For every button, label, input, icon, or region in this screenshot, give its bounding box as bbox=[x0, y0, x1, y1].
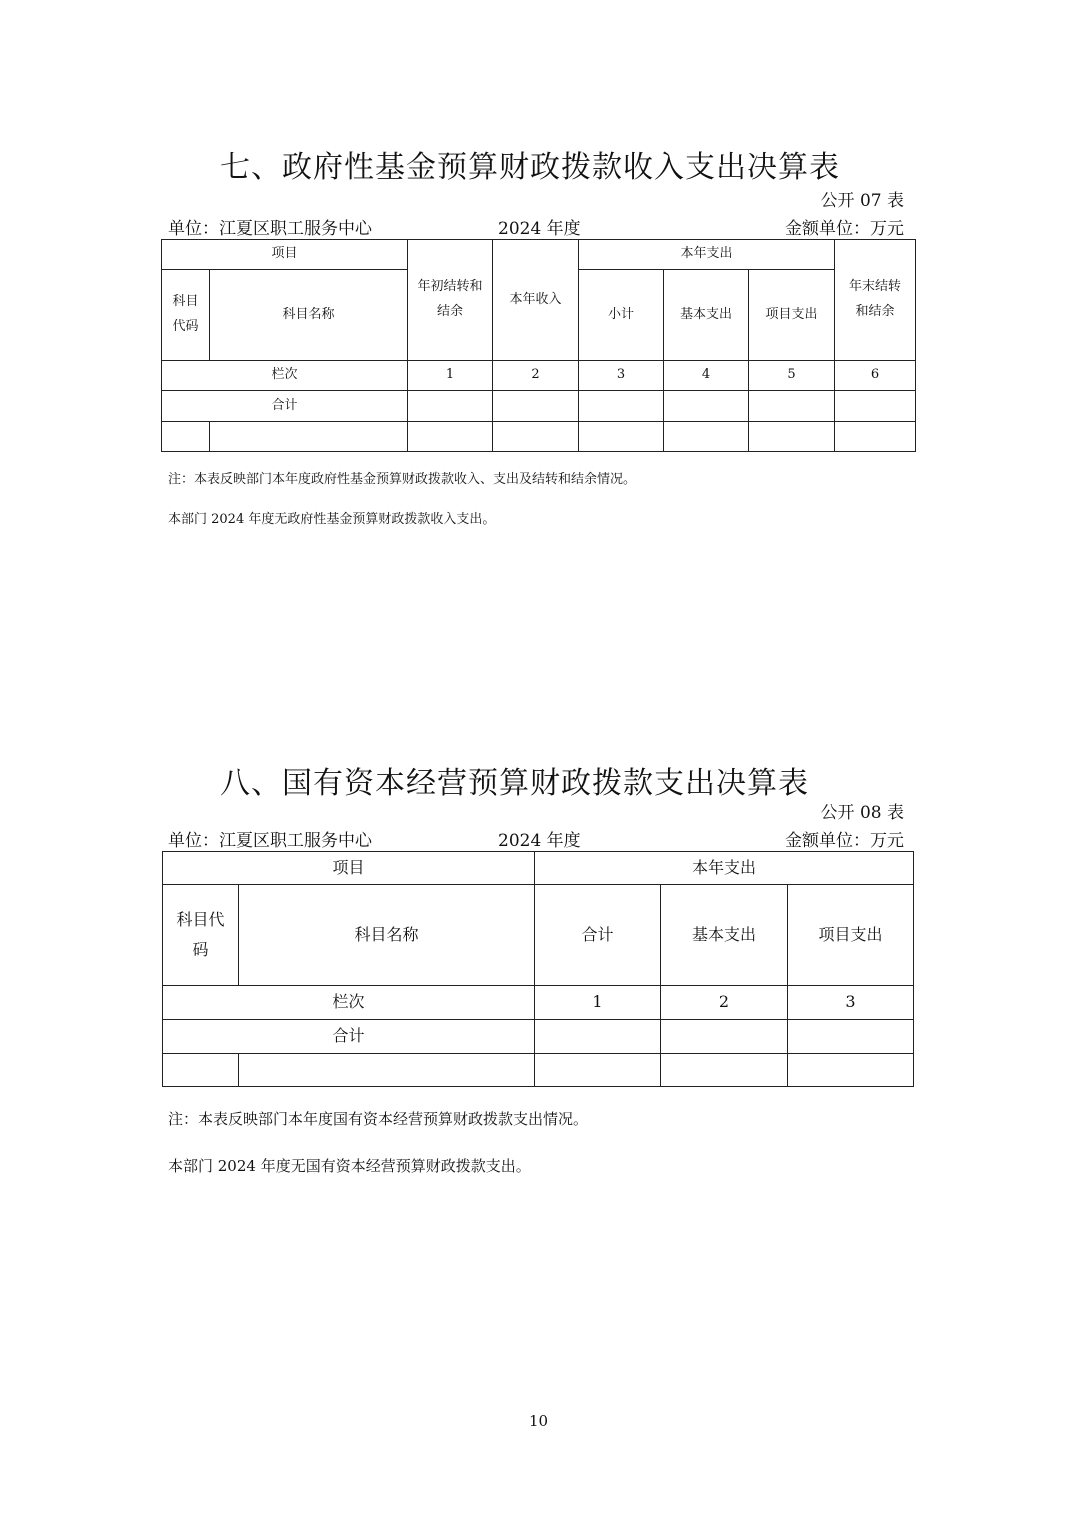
total-label: 合计 bbox=[162, 391, 408, 422]
column-number: 3 bbox=[579, 361, 664, 391]
section8-note: 注：本表反映部门本年度国有资本经营预算财政拨款支出情况。 bbox=[168, 1110, 589, 1128]
header-name: 科目名称 bbox=[239, 885, 535, 986]
row-index-label: 栏次 bbox=[163, 986, 535, 1020]
empty-cell bbox=[493, 422, 579, 452]
header-basic: 基本支出 bbox=[664, 270, 749, 361]
empty-cell bbox=[579, 422, 664, 452]
header-name: 科目名称 bbox=[210, 270, 408, 361]
header-closing-balance: 年末结转 和结余 bbox=[835, 240, 916, 361]
empty-cell bbox=[408, 422, 493, 452]
empty-cell bbox=[239, 1054, 535, 1087]
header-item: 项目 bbox=[162, 240, 408, 270]
header-project: 项目支出 bbox=[788, 885, 914, 986]
section7-unit: 单位：江夏区职工服务中心 bbox=[168, 219, 372, 239]
empty-cell bbox=[162, 422, 210, 452]
header-basic: 基本支出 bbox=[661, 885, 788, 986]
section7-year: 2024 年度 bbox=[498, 219, 581, 239]
empty-cell bbox=[661, 1054, 788, 1087]
row-index-label: 栏次 bbox=[162, 361, 408, 391]
empty-cell bbox=[835, 422, 916, 452]
column-number: 4 bbox=[664, 361, 749, 391]
empty-cell bbox=[579, 391, 664, 422]
column-number: 2 bbox=[493, 361, 579, 391]
section7-table-code: 公开 07 表 bbox=[820, 191, 904, 211]
section8-year: 2024 年度 bbox=[498, 831, 581, 851]
column-number: 5 bbox=[749, 361, 835, 391]
empty-cell bbox=[749, 391, 835, 422]
empty-cell bbox=[210, 422, 408, 452]
page-number: 10 bbox=[529, 1412, 549, 1430]
header-expense: 本年支出 bbox=[535, 852, 914, 885]
header-expense: 本年支出 bbox=[579, 240, 835, 270]
header-income: 本年收入 bbox=[493, 240, 579, 361]
header-total: 合计 bbox=[535, 885, 661, 986]
empty-cell bbox=[664, 391, 749, 422]
header-opening-balance: 年初结转和 结余 bbox=[408, 240, 493, 361]
empty-cell bbox=[408, 391, 493, 422]
column-number: 6 bbox=[835, 361, 916, 391]
empty-cell bbox=[535, 1020, 661, 1054]
header-subtotal: 小计 bbox=[579, 270, 664, 361]
section7-statement: 本部门 2024 年度无政府性基金预算财政拨款收入支出。 bbox=[168, 512, 496, 527]
header-code: 科目 代码 bbox=[162, 270, 210, 361]
column-number: 1 bbox=[408, 361, 493, 391]
section7-table bbox=[161, 239, 916, 452]
section7-note: 注：本表反映部门本年度政府性基金预算财政拨款收入、支出及结转和结余情况。 bbox=[168, 472, 637, 487]
header-item: 项目 bbox=[163, 852, 535, 885]
empty-cell bbox=[535, 1054, 661, 1087]
empty-cell bbox=[493, 391, 579, 422]
section8-statement: 本部门 2024 年度无国有资本经营预算财政拨款支出。 bbox=[168, 1157, 531, 1175]
section7-amount-unit: 金额单位：万元 bbox=[785, 219, 904, 239]
empty-cell bbox=[835, 391, 916, 422]
empty-cell bbox=[788, 1054, 914, 1087]
section8-title: 八、国有资本经营预算财政拨款支出决算表 bbox=[220, 766, 809, 801]
column-number: 1 bbox=[535, 986, 661, 1020]
section7-title: 七、政府性基金预算财政拨款收入支出决算表 bbox=[220, 150, 840, 185]
section8-table-code: 公开 08 表 bbox=[820, 803, 904, 823]
empty-cell bbox=[788, 1020, 914, 1054]
section8-table bbox=[162, 851, 914, 1087]
header-project: 项目支出 bbox=[749, 270, 835, 361]
column-number: 2 bbox=[661, 986, 788, 1020]
empty-cell bbox=[749, 422, 835, 452]
empty-cell bbox=[163, 1054, 239, 1087]
empty-cell bbox=[664, 422, 749, 452]
column-number: 3 bbox=[788, 986, 914, 1020]
total-label: 合计 bbox=[163, 1020, 535, 1054]
header-code: 科目代 码 bbox=[163, 885, 239, 986]
section8-amount-unit: 金额单位：万元 bbox=[785, 831, 904, 851]
section8-unit: 单位：江夏区职工服务中心 bbox=[168, 831, 372, 851]
empty-cell bbox=[661, 1020, 788, 1054]
